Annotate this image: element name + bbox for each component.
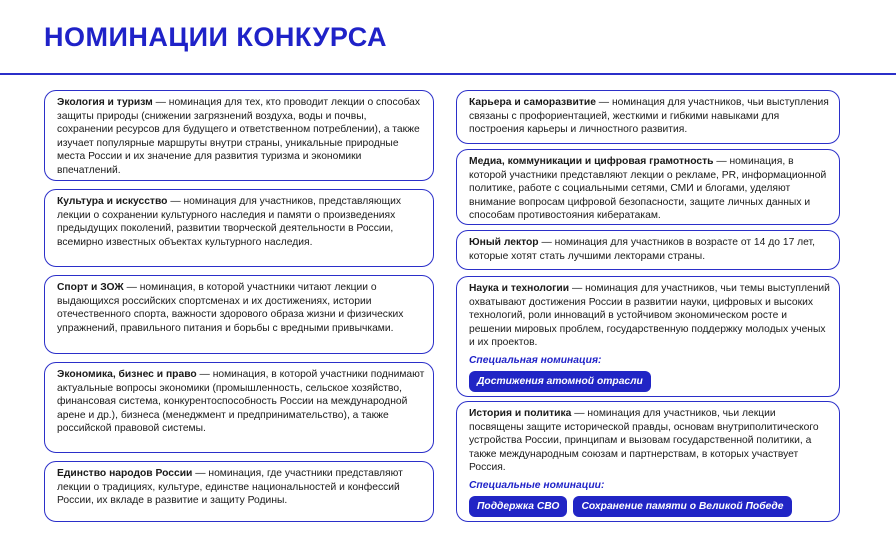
nomination-name: Карьера и саморазвитие	[469, 97, 596, 108]
nomination-card-culture	[44, 189, 434, 267]
nomination-description: — номинация для тех, кто проводит лекции о способах защиты природы (снижении загрязнений воздуха, воды и почвы, сохранении ресурсов для будущего и ответственном потреблении), а также изучает популярные маршруты внутри страны, уникальные природные места России и их значение для развития туризма и экономики впечатлений.	[57, 97, 421, 176]
nomination-name: Юный лектор	[469, 237, 539, 248]
nomination-card-ecology	[44, 90, 434, 181]
nomination-card-history	[456, 401, 840, 522]
nomination-name: Культура и искусство	[57, 196, 168, 207]
nomination-card-career	[456, 90, 840, 144]
title-divider	[0, 73, 896, 75]
nomination-description: — номинация, где участники представляют лекции о традициях, культуре, единстве национальностей и конфессий России, их вкладе в развитие и защиту Родины.	[57, 468, 403, 506]
nomination-card-science	[456, 276, 840, 397]
nomination-description: — номинация для участников, чьи темы выступлений охватывают достижения России в развитии науки, цифровых и высоких технологий, роли инноваций в устойчивом экономическом росте и решении мировых проблем, государственную поддержку молодых ученых и их проектов.	[469, 283, 830, 348]
nomination-name: Медиа, коммуникации и цифровая грамотность	[469, 156, 714, 167]
nomination-description: — номинация, в которой участники поднимают актуальные вопросы экономики (промышленность, сельское хозяйство, финансовая система, конкурентоспособность России на международной арене и др.), бизнеса (менеджмент и предпринимательство), а также российской правовой системы.	[57, 369, 425, 434]
page-title: НОМИНАЦИИ КОНКУРСА	[44, 22, 388, 52]
nomination-name: Спорт и ЗОЖ	[57, 282, 124, 293]
special-nomination-label: Специальные номинации:	[469, 479, 605, 491]
nomination-card-sport	[44, 275, 434, 354]
nomination-name: Экология и туризм	[57, 97, 153, 108]
nomination-card-economy	[44, 362, 434, 453]
nomination-name: Единство народов России	[57, 468, 193, 479]
nomination-name: История и политика	[469, 408, 572, 419]
nomination-description: — номинация для участников, представляющих лекции о сохранении культурного наследия и памяти о произведениях предыдущих поколений, развитии творческой деятельности в России, всемирно известных объектах культурного наследия.	[57, 196, 401, 248]
nomination-card-unity	[44, 461, 434, 522]
nomination-name: Наука и технологии	[469, 283, 570, 294]
nomination-name: Экономика, бизнес и право	[57, 369, 197, 380]
nomination-description: — номинация для участников в возрасте от 14 до 17 лет, которые хотят стать лучшими лекторами страны.	[469, 237, 815, 262]
nomination-card-young-lecturer	[456, 230, 840, 270]
special-nomination-badge-atomic: Достижения атомной отрасли	[469, 371, 651, 392]
nomination-description: — номинация, в которой участники представляют лекции о рекламе, PR, информационной политике, работе с социальными сетями, СМИ и блогами, уделяют внимание вопросам цифровой безопасности, защите личных данных и способам противостояния кибератакам.	[469, 156, 827, 221]
nomination-description: — номинация, в которой участники читают лекции о выдающихся российских спортсменах и их достижениях, истории отечественного спорта, важности здорового образа жизни и физических упражнений, правильного питания и борьбы с вредными привычками.	[57, 282, 404, 334]
nomination-card-media	[456, 149, 840, 225]
special-nomination-label: Специальная номинация:	[469, 354, 602, 366]
nomination-description: — номинация для участников, чьи выступления связаны с профориентацией, жесткими и гибкими навыками для построения карьеры и личностного развития.	[469, 97, 829, 135]
nomination-description: — номинация для участников, чьи лекции посвящены защите исторической правды, основам внутриполитического устройства России, принципам и вызовам государственной политики, а также международным союзам и партнерствам, в которых участвует Россия.	[469, 408, 819, 473]
special-nomination-badge-svo: Поддержка СВО	[469, 496, 567, 517]
special-nomination-badge-victory: Сохранение памяти о Великой Победе	[573, 496, 791, 517]
